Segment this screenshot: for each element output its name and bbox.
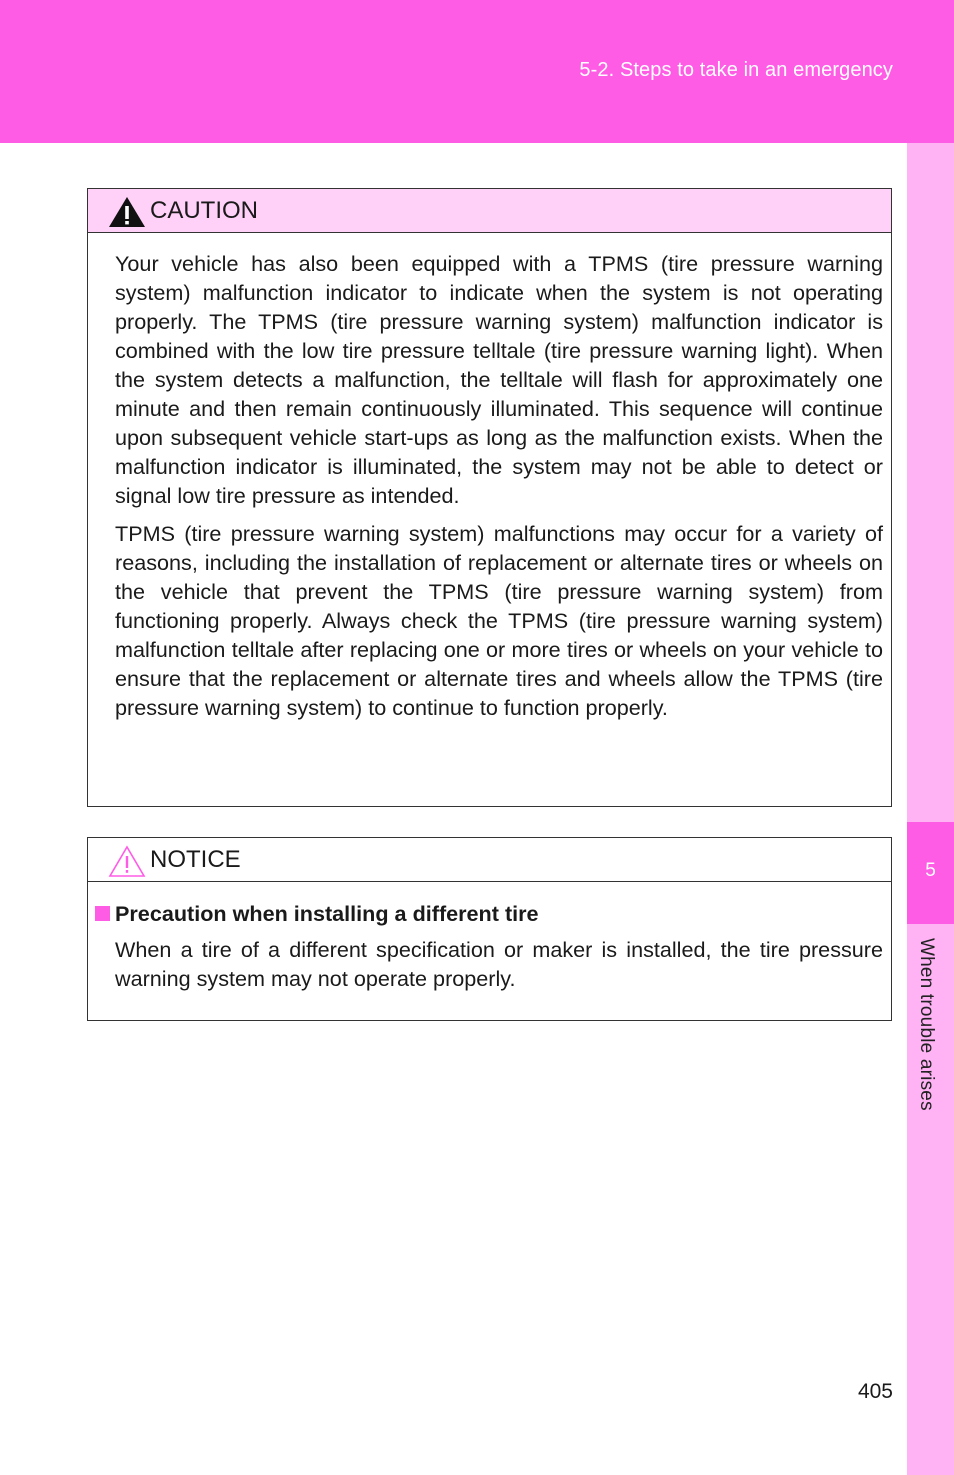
notice-subheading-text: Precaution when installing a different tire <box>115 901 539 926</box>
caution-title: CAUTION <box>150 197 258 224</box>
notice-subheading <box>95 900 883 928</box>
section-title: 5-2. Steps to take in an emergency <box>579 59 893 81</box>
chapter-number: 5 <box>925 860 936 881</box>
page-number: 405 <box>857 1380 893 1403</box>
warning-triangle-outline-icon <box>108 845 146 877</box>
notice-title: NOTICE <box>150 846 241 873</box>
caution-paragraph-1: Your vehicle has also been equipped with a TPMS (tire pressure warning system) malfunction indicator to indicate when the system is not operating properly. The TPMS (tire pressure warning system) malfunction indicator is combined with the low tire pressure telltale (tire pressure warning light). When the system detects a malfunction, the telltale will flash for approximately one minute and then remain continuously illuminated. This sequence will continue upon subsequent vehicle start-ups as long as the malfunction exists. When the malfunction indicator is illuminated, the system may not be able to detect or signal low tire pressure as intended. <box>115 251 883 508</box>
notice-header <box>88 838 891 882</box>
side-strip <box>907 143 954 1475</box>
notice-paragraph: When a tire of a different specification or maker is installed, the tire pressure warning system may not operate properly. <box>115 937 883 991</box>
chapter-label: When trouble arises <box>916 938 937 1111</box>
caution-paragraph-2: TPMS (tire pressure warning system) malfunctions may occur for a variety of reasons, including the installation of replacement or alternate tires or wheels on the vehicle that prevent the TPMS (tire pressure warning system) from functioning properly. Always check the TPMS (tire pressure warning system) malfunction telltale after replacing one or more tires or wheels on your vehicle to ensure that the replacement or alternate tires and wheels allow the TPMS (tire pressure warning system) to continue to function properly. <box>115 521 883 720</box>
notice-box <box>87 837 892 1021</box>
caution-body <box>88 233 891 722</box>
page-header <box>0 0 954 143</box>
caution-box <box>87 188 892 807</box>
warning-triangle-filled-icon <box>108 196 146 228</box>
notice-body <box>88 882 891 993</box>
chapter-tab[interactable] <box>907 822 954 924</box>
caution-header <box>88 189 891 233</box>
square-bullet-icon <box>95 906 110 921</box>
